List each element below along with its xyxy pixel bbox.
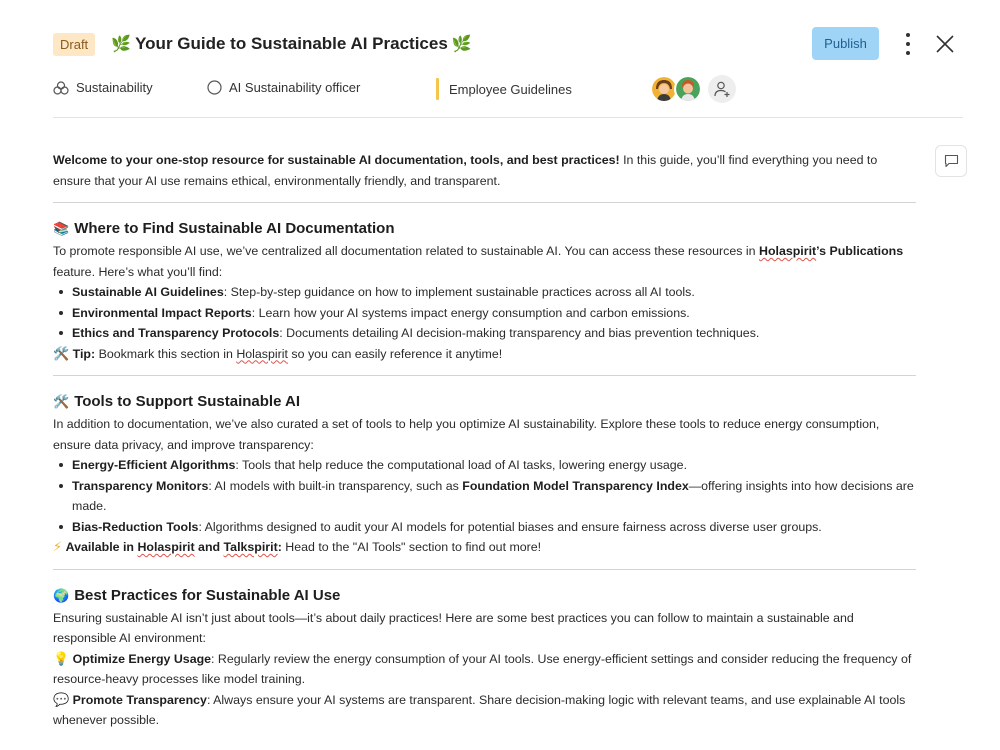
section-divider (53, 202, 916, 203)
tip-bold: Available in (65, 540, 138, 554)
practice-item (53, 690, 916, 731)
tools-icon: 🛠️ (53, 345, 70, 361)
list-item (53, 476, 916, 517)
tip-bold: : (277, 540, 282, 554)
lightbulb-icon: 💡 (53, 650, 70, 666)
item-bold-secondary: Foundation Model Transparency Index (462, 478, 689, 493)
tip-line (53, 537, 916, 558)
contributors (650, 75, 736, 103)
section-intro (53, 241, 916, 282)
add-contributor-button[interactable] (708, 75, 736, 103)
section-divider (53, 375, 916, 376)
holaspirit-link[interactable]: Holaspirit (137, 540, 195, 554)
document-meta (53, 75, 963, 103)
circle-tag-label: Sustainability (76, 80, 153, 95)
tip-bold: and (194, 540, 224, 554)
tools-list (53, 455, 916, 537)
avatar[interactable] (674, 75, 702, 103)
page-title[interactable] (111, 34, 472, 54)
publications-bold: ’s Publications (816, 244, 904, 258)
item-bold: Bias-Reduction Tools (72, 519, 199, 534)
tip-text: Bookmark this section in (95, 346, 237, 361)
role-circle-icon (207, 80, 222, 95)
intro-text-after: feature. Here’s what you’ll find: (53, 264, 223, 279)
document-body[interactable] (53, 150, 916, 731)
category-color-bar (436, 78, 439, 100)
list-item (53, 323, 916, 344)
herb-icon: 🌿 (111, 36, 132, 53)
item-text: : Learn how your AI systems impact energy consumption and carbon emissions. (251, 305, 690, 320)
page-title-text: Your Guide to Sustainable AI Practices (135, 34, 448, 53)
comment-button[interactable] (935, 145, 967, 177)
close-icon[interactable] (933, 32, 957, 56)
tip-line (53, 344, 916, 365)
comment-icon (944, 154, 959, 168)
speech-bubble-icon: 💬 (53, 691, 70, 707)
section-title: Tools to Support Sustainable AI (74, 393, 301, 410)
item-text: : Step-by-step guidance on how to implement sustainable practices across all AI tools. (223, 285, 695, 299)
role-tag-label: AI Sustainability officer (229, 80, 361, 95)
practice-bold: Optimize Energy Usage (72, 651, 212, 666)
intro-text: To promote responsible AI use, we’ve centralized all documentation related to sustainable AI. You can access these resources in (53, 244, 759, 258)
tools-icon: 🛠️ (53, 394, 70, 409)
role-tag[interactable] (207, 80, 360, 95)
globe-icon: 🌍 (53, 587, 70, 603)
category-tag-label: Employee Guidelines (449, 81, 572, 97)
section-intro: Ensuring sustainable AI isn’t just about tools—it’s about daily practices! Here are some best practices you can follow to maintain a sustainable and responsible AI environment: (53, 610, 854, 645)
document-header (53, 27, 963, 61)
practice-bold: Promote Transparency (72, 692, 207, 707)
list-item (53, 282, 916, 303)
circle-tag[interactable] (53, 80, 153, 95)
doc-list (53, 282, 916, 344)
circles-icon (53, 81, 69, 95)
section-heading (53, 391, 916, 412)
herb-icon: 🌿 (451, 36, 472, 53)
holaspirit-link[interactable]: Holaspirit (759, 244, 817, 258)
more-options-icon[interactable] (901, 31, 915, 57)
lightning-icon: ⚡ (53, 539, 63, 554)
section-heading (53, 585, 916, 606)
item-text: : Algorithms designed to audit your AI models for potential biases and ensure fairness across diverse user groups. (198, 519, 822, 534)
status-badge: Draft (53, 33, 95, 56)
category-tag[interactable] (436, 78, 572, 100)
intro-bold: Welcome to your one-stop resource for sustainable AI documentation, tools, and best practices! (53, 153, 620, 167)
section-title: Best Practices for Sustainable AI Use (74, 586, 341, 604)
intro-paragraph (53, 150, 916, 191)
list-item (53, 303, 916, 324)
tip-text-after: Head to the "AI Tools" section to find out more! (281, 540, 542, 554)
section-divider (53, 569, 916, 570)
holaspirit-link[interactable]: Holaspirit (236, 346, 288, 361)
practice-text: : Always ensure your AI systems are transparent. Share decision-making logic with relevant teams, and use explainable AI tools whenever possible. (53, 692, 906, 727)
item-bold: Transparency Monitors (72, 478, 209, 493)
practice-item (53, 649, 916, 690)
section-heading (53, 218, 916, 239)
talkspirit-link[interactable]: Talkspirit (223, 540, 278, 554)
add-user-icon (713, 80, 731, 98)
list-item (53, 517, 916, 538)
list-item (53, 455, 916, 476)
item-bold: Ethics and Transparency Protocols (72, 326, 280, 340)
publish-button[interactable]: Publish (812, 27, 879, 60)
item-text: : Documents detailing AI decision-making transparency and bias prevention techniques. (279, 326, 760, 340)
item-bold: Energy-Efficient Algorithms (72, 458, 236, 472)
item-bold: Environmental Impact Reports (72, 305, 252, 320)
item-text: : Tools that help reduce the computational load of AI tasks, lowering energy usage. (235, 458, 688, 472)
practice-text: : Regularly review the energy consumption of your AI tools. Use energy-efficient settings and consider reducing the frequency of resource-heavy processes like model training. (53, 651, 912, 686)
tip-text-after: so you can easily reference it anytime! (287, 346, 503, 361)
item-text-secondary: —offering insights into how decisions are made. (72, 478, 914, 513)
section-intro: In addition to documentation, we’ve also curated a set of tools to help you optimize AI sustainability. Explore these tools to reduce energy consumption, ensure data privacy, and improve transparency: (53, 417, 880, 452)
section-title: Where to Find Sustainable AI Documentation (74, 220, 395, 237)
header-divider (53, 117, 963, 118)
item-text: : AI models with built-in transparency, such as (208, 478, 463, 493)
tip-bold: Tip: (72, 346, 96, 361)
books-icon: 📚 (53, 221, 70, 236)
item-bold: Sustainable AI Guidelines (72, 285, 224, 299)
intro-text: In this guide, you’ll find everything you need to ensure that your AI use remains ethical, environmentally friendly, and transparent. (53, 153, 878, 188)
